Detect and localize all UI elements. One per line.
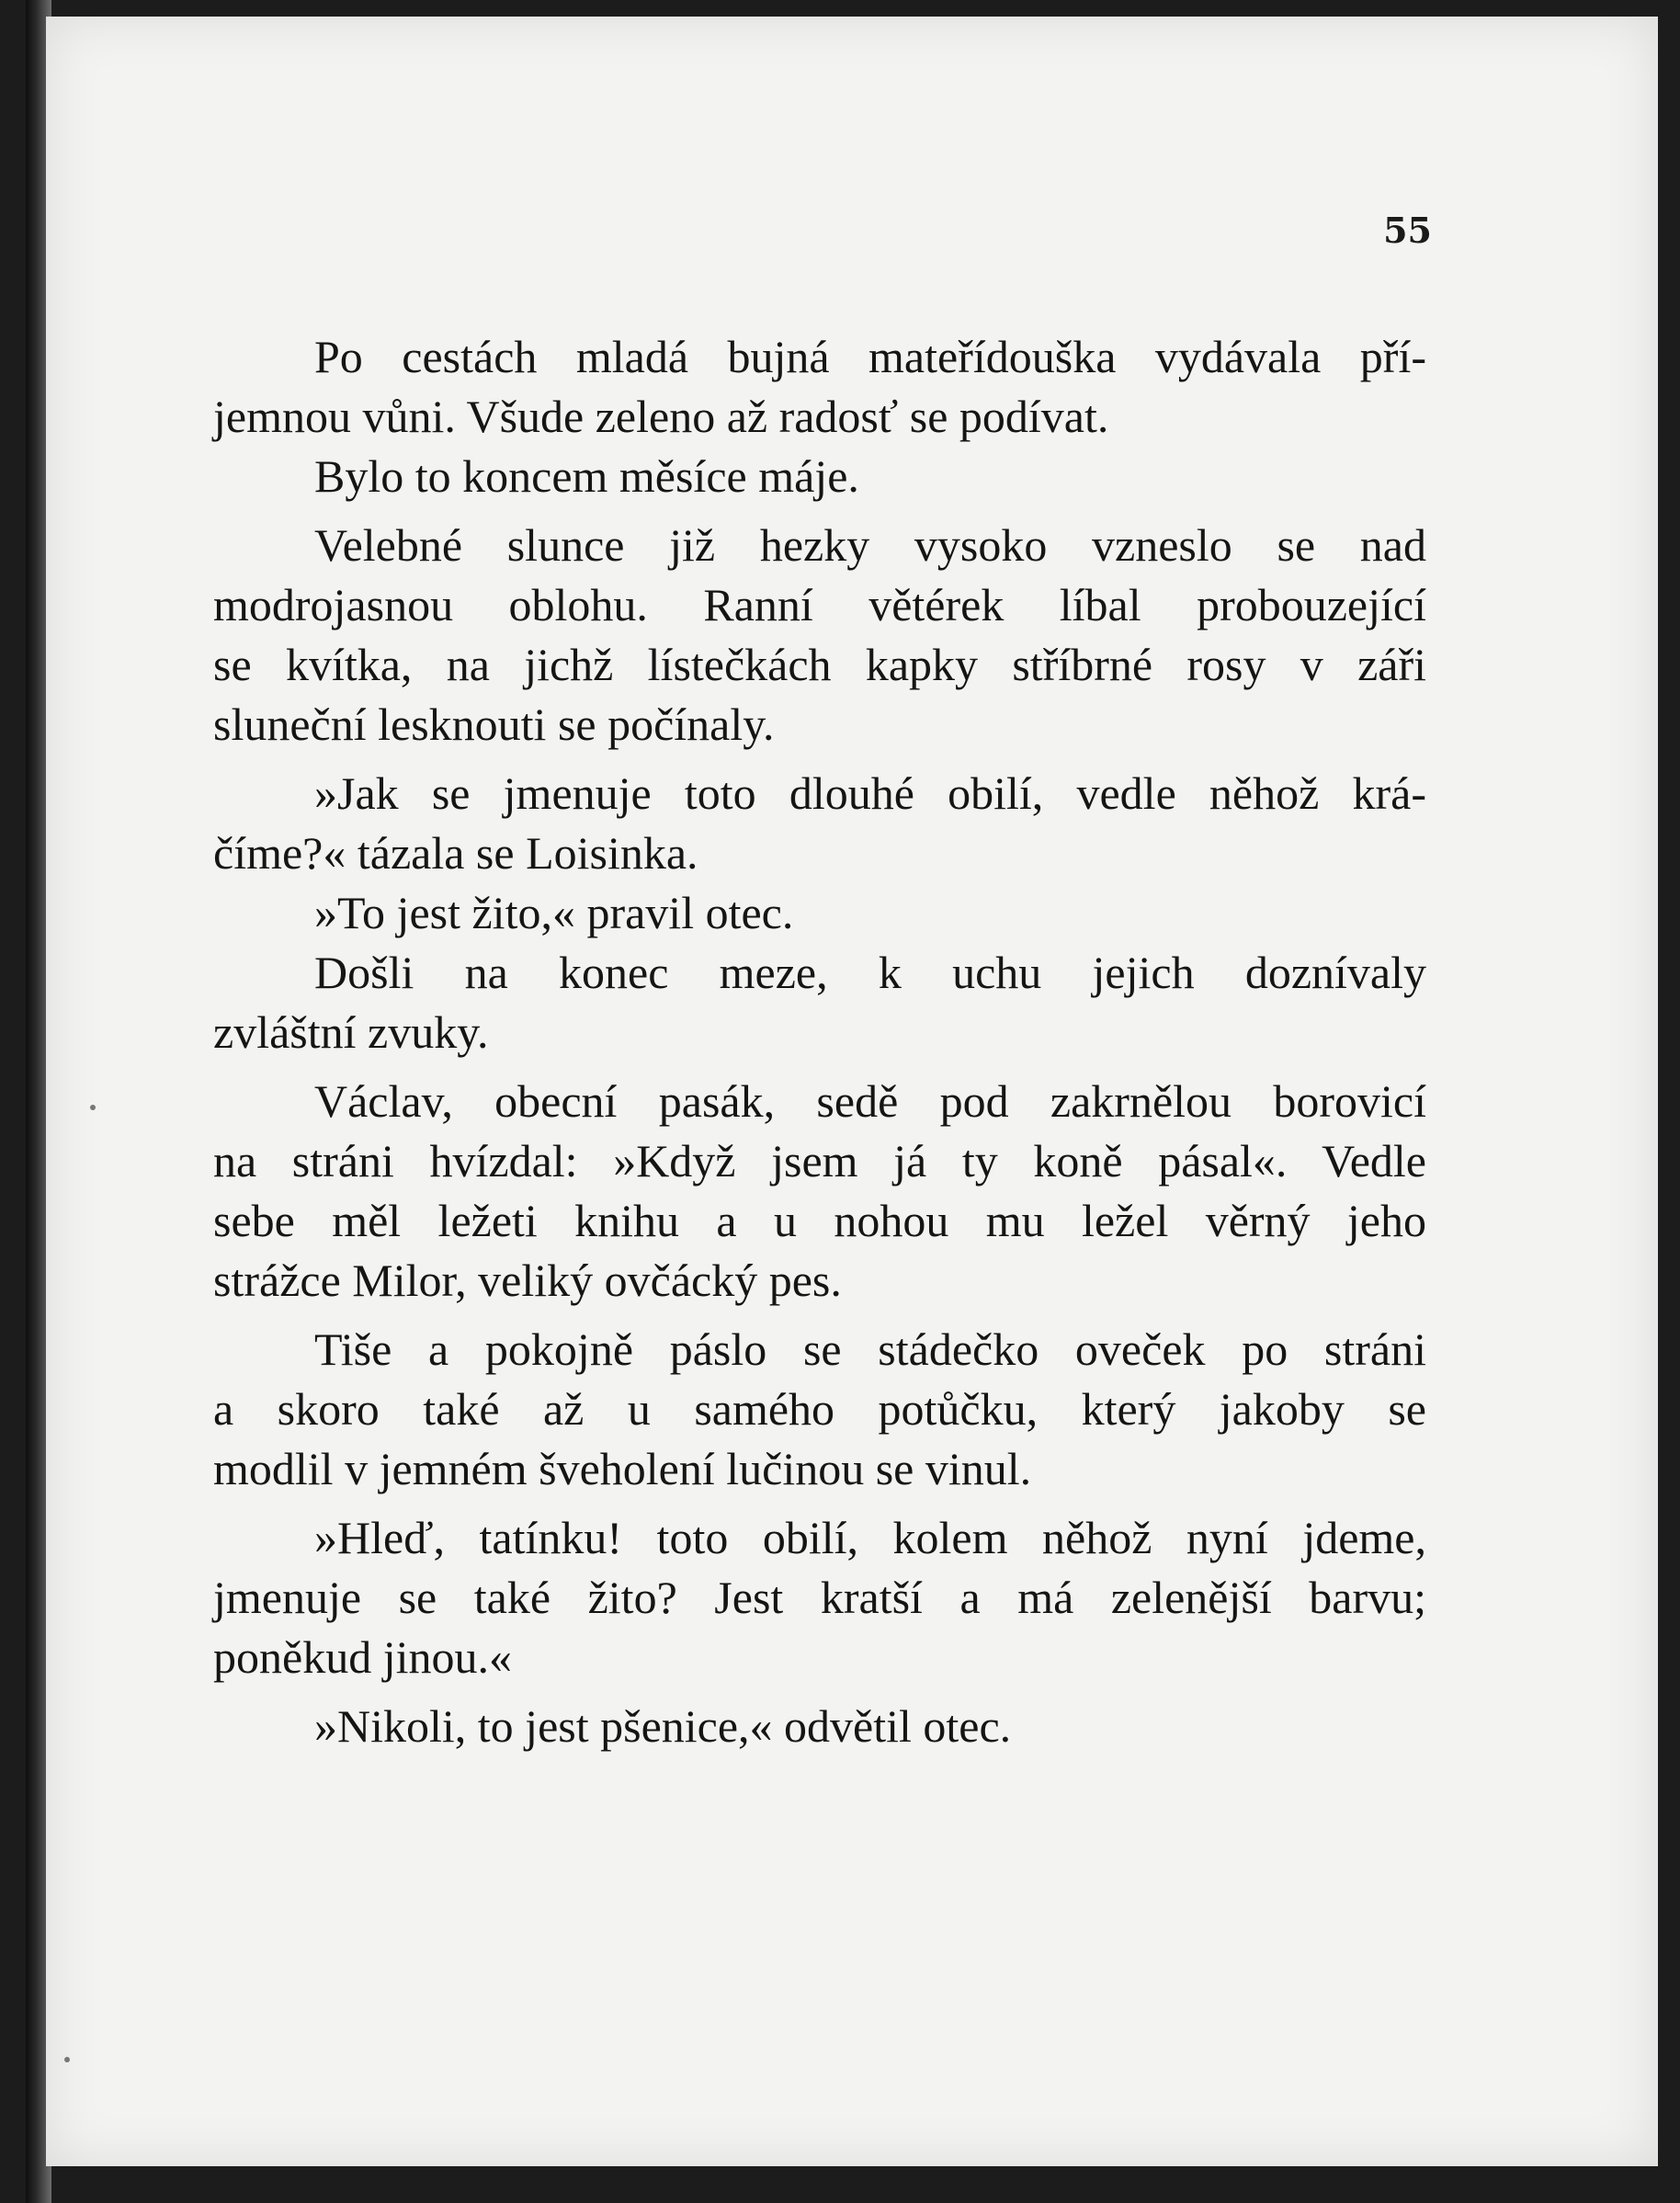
- paragraph: [213, 764, 1426, 883]
- body-text: [213, 327, 1426, 1756]
- paragraph: [213, 1072, 1426, 1311]
- text-line: poněkud jinou.«: [213, 1631, 512, 1683]
- text-line: jmenuje se také žito? Jest kratší a má zelenější barvu;: [213, 1572, 1426, 1623]
- text-line: »Hleď, tatínku! toto obilí, kolem něhož nyní jdeme,: [314, 1512, 1426, 1563]
- text-line: »Nikoli, to jest pšenice,« odvětil otec.: [314, 1700, 1012, 1752]
- text-line: strážce Milor, veliký ovčácký pes.: [213, 1255, 842, 1306]
- text-line: sluneční lesknouti se počínaly.: [213, 698, 775, 750]
- text-line: Po cestách mladá bujná mateřídouška vydávala pří-: [314, 331, 1426, 382]
- text-line: číme?« tázala se Loisinka.: [213, 827, 698, 879]
- paragraph: [213, 943, 1426, 1062]
- paper-speck: [90, 1105, 96, 1110]
- text-line: »To jest žito,« pravil otec.: [314, 887, 794, 938]
- text-line: na stráni hvízdal: »Když jsem já ty koně pásal«. Vedle: [213, 1135, 1426, 1187]
- page-number: 55: [1383, 210, 1432, 251]
- text-line: se kvítka, na jichž lístečkách kapky stříbrné rosy v záři: [213, 639, 1426, 690]
- text-line: modlil v jemném šveholení lučinou se vinul.: [213, 1443, 1032, 1494]
- paragraph: [213, 447, 1426, 506]
- paragraph: [213, 883, 1426, 943]
- text-line: Tiše a pokojně páslo se stádečko oveček po stráni: [314, 1323, 1426, 1375]
- text-line: »Jak se jmenuje toto dlouhé obilí, vedle něhož krá-: [314, 767, 1426, 819]
- paper-speck: [64, 2057, 70, 2062]
- paragraph: [213, 1320, 1426, 1499]
- paragraph: [213, 516, 1426, 755]
- text-line: modrojasnou oblohu. Ranní větérek líbal probouzející: [213, 579, 1426, 630]
- text-line: sebe měl ležeti knihu a u nohou mu ležel věrný jeho: [213, 1195, 1426, 1246]
- text-line: Václav, obecní pasák, sedě pod zakrnělou borovicí: [314, 1075, 1426, 1127]
- text-line: jemnou vůni. Všude zeleno až radosť se podívat.: [213, 391, 1109, 442]
- text-line: zvláštní zvuky.: [213, 1006, 489, 1058]
- paragraph: [213, 327, 1426, 447]
- text-line: Došli na konec meze, k uchu jejich doznívaly: [314, 947, 1426, 998]
- paragraph: [213, 1508, 1426, 1687]
- text-line: Velebné slunce již hezky vysoko vzneslo se nad: [314, 519, 1426, 571]
- text-line: Bylo to koncem měsíce máje.: [314, 450, 859, 502]
- text-line: a skoro také až u samého potůčku, který jakoby se: [213, 1383, 1426, 1435]
- paragraph: [213, 1697, 1426, 1756]
